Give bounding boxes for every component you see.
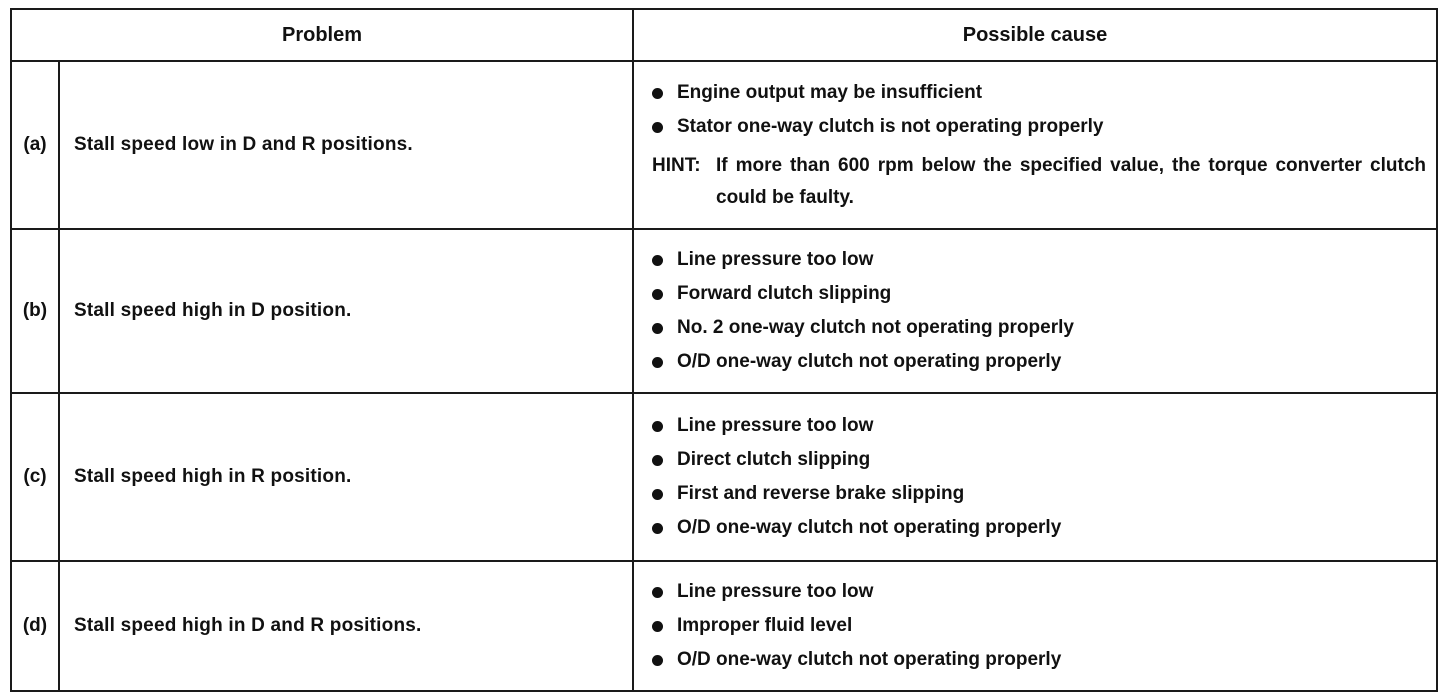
cause-item — [652, 277, 1426, 311]
hint-label: HINT: — [652, 155, 701, 176]
bullet-icon — [652, 323, 663, 334]
bullet-icon — [652, 122, 663, 133]
cause-text: Line pressure too low — [677, 581, 874, 602]
cause-text: Stator one-way clutch is not operating properly — [677, 116, 1104, 137]
row-letter: (b) — [11, 229, 59, 393]
cause-list — [652, 575, 1426, 677]
cause-text: Engine output may be insufficient — [677, 82, 983, 103]
bullet-icon — [652, 523, 663, 534]
cause-text: Line pressure too low — [677, 415, 874, 436]
cause-cell — [633, 561, 1437, 691]
cause-text: Direct clutch slipping — [677, 449, 871, 470]
cause-item — [652, 345, 1426, 379]
cause-item — [652, 110, 1426, 144]
cause-text: Line pressure too low — [677, 249, 874, 270]
bullet-icon — [652, 655, 663, 666]
bullet-icon — [652, 455, 663, 466]
cause-item — [652, 311, 1426, 345]
cause-item — [652, 575, 1426, 609]
possible-cause-header: Possible cause — [633, 9, 1437, 61]
header-row — [11, 9, 1437, 61]
table-row-c — [11, 393, 1437, 561]
problem-header: Problem — [11, 9, 633, 61]
table-row-a — [11, 61, 1437, 229]
cause-text: No. 2 one-way clutch not operating properly — [677, 317, 1074, 338]
cause-list — [652, 243, 1426, 379]
cause-item — [652, 409, 1426, 443]
cause-item — [652, 76, 1426, 110]
cause-text: Forward clutch slipping — [677, 283, 892, 304]
cause-text: O/D one-way clutch not operating properly — [677, 517, 1062, 538]
cause-cell — [633, 229, 1437, 393]
row-letter: (d) — [11, 561, 59, 691]
hint-text: If more than 600 rpm below the specified value, the torque converter clutch could be faulty. — [716, 155, 1426, 208]
table-row-d — [11, 561, 1437, 691]
problem-cell: Stall speed low in D and R positions. — [59, 61, 633, 229]
bullet-icon — [652, 489, 663, 500]
bullet-icon — [652, 255, 663, 266]
cause-item — [652, 643, 1426, 677]
row-letter: (a) — [11, 61, 59, 229]
table-row-b — [11, 229, 1437, 393]
bullet-icon — [652, 587, 663, 598]
bullet-icon — [652, 357, 663, 368]
cause-text: Improper fluid level — [677, 615, 853, 636]
bullet-icon — [652, 621, 663, 632]
cause-item — [652, 443, 1426, 477]
cause-cell — [633, 61, 1437, 229]
cause-item — [652, 243, 1426, 277]
cause-list — [652, 76, 1426, 144]
cause-cell — [633, 393, 1437, 561]
cause-list — [652, 409, 1426, 545]
cause-item — [652, 511, 1426, 545]
bullet-icon — [652, 421, 663, 432]
cause-text: O/D one-way clutch not operating properly — [677, 649, 1062, 670]
cause-text: First and reverse brake slipping — [677, 483, 965, 504]
bullet-icon — [652, 289, 663, 300]
cause-text: O/D one-way clutch not operating properly — [677, 351, 1062, 372]
problem-cell: Stall speed high in D and R positions. — [59, 561, 633, 691]
cause-item — [652, 477, 1426, 511]
problem-cell: Stall speed high in R position. — [59, 393, 633, 561]
stall-test-diagnosis-table — [10, 8, 1438, 692]
hint-note — [652, 150, 1426, 214]
bullet-icon — [652, 88, 663, 99]
row-letter: (c) — [11, 393, 59, 561]
problem-cell: Stall speed high in D position. — [59, 229, 633, 393]
